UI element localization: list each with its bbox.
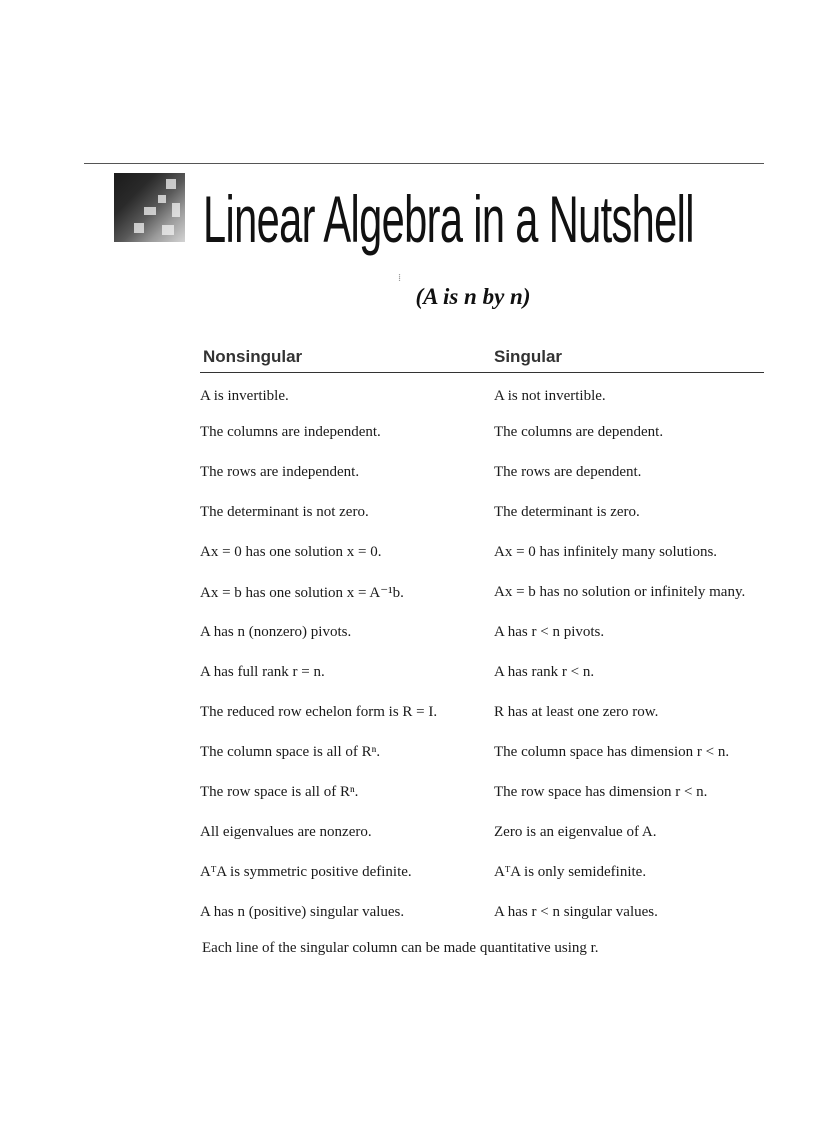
top-rule — [84, 163, 764, 164]
singular-cell: AᵀA is only semidefinite. — [494, 863, 647, 880]
nonsingular-cell: Ax = 0 has one solution x = 0. — [200, 543, 382, 560]
column-header-singular: Singular — [494, 347, 563, 366]
nonsingular-cell: AᵀA is symmetric positive definite. — [200, 863, 412, 880]
singular-cell: Zero is an eigenvalue of A. — [494, 823, 657, 840]
table-row — [200, 573, 770, 613]
table-row — [200, 813, 770, 853]
nonsingular-cell: The column space is all of Rⁿ. — [200, 743, 381, 760]
singular-cell: A has r < n singular values. — [494, 903, 658, 920]
nonsingular-cell: All eigenvalues are nonzero. — [200, 823, 372, 840]
nonsingular-cell: The determinant is not zero. — [200, 503, 369, 520]
chapter-title: Linear Algebra in a Nutshell — [203, 182, 694, 256]
table-row — [200, 613, 770, 653]
table-row — [200, 533, 770, 573]
table-row — [200, 853, 770, 893]
table-row — [200, 773, 770, 813]
singular-cell: A has r < n pivots. — [494, 623, 605, 640]
singular-cell: R has at least one zero row. — [494, 703, 659, 720]
singular-cell: The column space has dimension r < n. — [494, 743, 730, 760]
singular-cell: The row space has dimension r < n. — [494, 783, 708, 800]
nonsingular-cell: The reduced row echelon form is R = I. — [200, 703, 438, 720]
column-header-nonsingular: Nonsingular — [203, 347, 303, 366]
scan-mark: ⁞ — [398, 272, 402, 284]
table-row — [200, 493, 770, 533]
singular-cell: The determinant is zero. — [494, 503, 640, 520]
table-row — [200, 693, 770, 733]
chapter-emblem-icon — [114, 173, 185, 242]
nonsingular-cell: A has n (positive) singular values. — [200, 903, 405, 920]
nonsingular-cell: A has full rank r = n. — [200, 663, 325, 680]
singular-cell: Ax = 0 has infinitely many solutions. — [494, 543, 718, 560]
singular-cell: The rows are dependent. — [494, 463, 642, 480]
nonsingular-cell: The row space is all of Rⁿ. — [200, 783, 359, 800]
comparison-table — [200, 373, 770, 933]
nonsingular-cell: A has n (nonzero) pivots. — [200, 623, 352, 640]
singular-cell: A has rank r < n. — [494, 663, 595, 680]
nonsingular-cell: Ax = b has one solution x = A⁻¹b. — [200, 584, 404, 601]
table-row — [200, 413, 770, 453]
nonsingular-cell: A is invertible. — [200, 387, 289, 404]
footnote: Each line of the singular column can be made quantitative using r. — [202, 940, 599, 956]
nonsingular-cell: The rows are independent. — [200, 463, 360, 480]
chapter-subtitle: (A is n by n) — [415, 284, 531, 309]
table-row — [200, 453, 770, 493]
table-row — [200, 373, 770, 413]
singular-cell: The columns are dependent. — [494, 423, 664, 440]
singular-cell: Ax = b has no solution or infinitely many. — [494, 583, 746, 600]
table-row — [200, 733, 770, 773]
singular-cell: A is not invertible. — [494, 387, 606, 404]
nonsingular-cell: The columns are independent. — [200, 423, 381, 440]
table-row — [200, 893, 770, 933]
table-row — [200, 653, 770, 693]
